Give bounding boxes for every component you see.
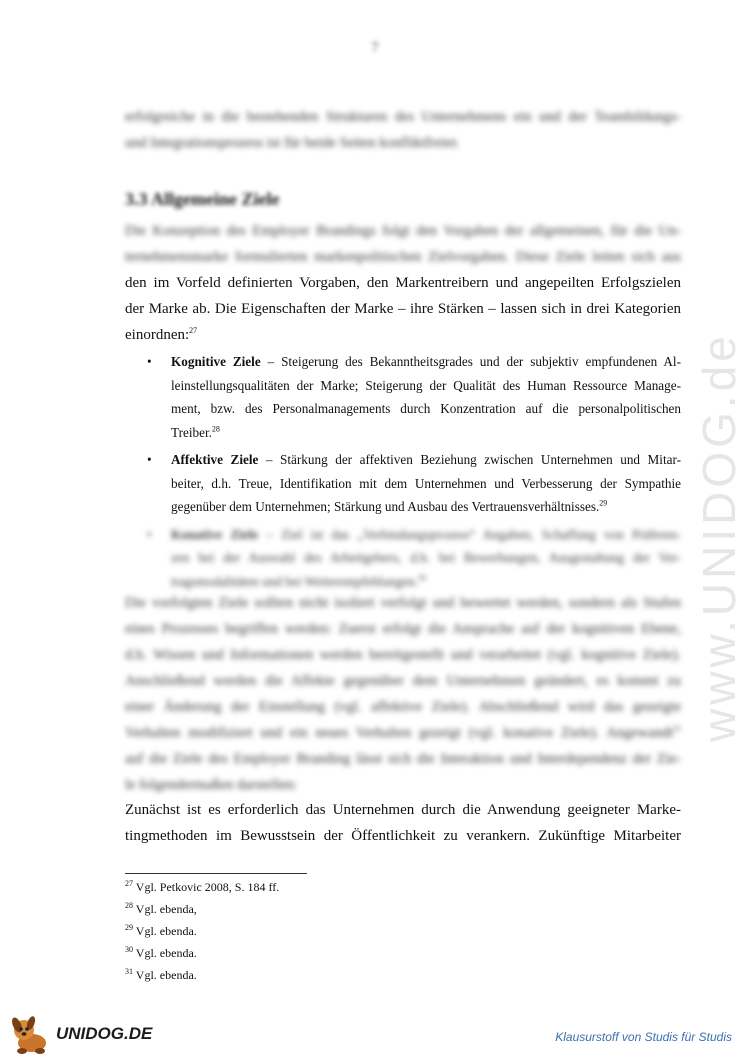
text-line: Zunächst ist es erforderlich das Unternehmen durch die Anwendung geeigneter Marke-	[125, 802, 681, 818]
paragraph-3	[125, 797, 681, 849]
footnote	[125, 902, 197, 917]
footnote-ref: 29	[599, 498, 608, 508]
text-fragment: einordnen:	[125, 327, 190, 343]
footnote	[125, 968, 197, 983]
paragraph-2-blurred	[125, 590, 681, 798]
text-line: und Integrationsprozess ist für beide Seiten konfliktfreier.	[125, 135, 460, 151]
footnote-number: 29	[125, 923, 133, 932]
text-fragment: – Stärkung der affektiven Beziehung zwischen Unternehmen und Mitar-	[265, 452, 681, 467]
footnote-text: Vgl. Petkovic 2008, S. 184 ff.	[135, 880, 280, 894]
text-line: le folgendermaßen darstellen:	[125, 777, 298, 793]
text-fragment: tragsmodalitäten und bei Weiterempfehlungen.	[171, 573, 418, 589]
footnote-number: 30	[125, 945, 133, 954]
text-line: ternehmensmarke formulierten markenpolitischen Zielvorgaben. Diese Ziele leiten sich aus	[125, 249, 681, 265]
dog-icon	[8, 1013, 54, 1055]
footnote-text: Vgl. ebenda.	[135, 946, 197, 960]
footnote-ref: 27	[189, 326, 198, 335]
section-heading: 3.3 Allgemeine Ziele	[125, 189, 280, 209]
footnote-text: Vgl. ebenda.	[135, 924, 197, 938]
footnote-number: 28	[125, 901, 133, 910]
unidog-logo[interactable]	[8, 1013, 152, 1055]
footnote-number: 31	[125, 967, 133, 976]
watermark: www.UNIDOG.de	[693, 332, 745, 742]
page-number: 7	[371, 40, 379, 56]
text-line: d.h. Wissen und Informationen werden bereitgestellt und verarbeitet (vgl. kognitive Ziele).	[125, 647, 681, 663]
text-fragment: Treiber.	[171, 424, 212, 440]
text-line: der Marke ab. Die Eigenschaften der Marke – ihre Stärken – lassen sich in drei Kategorien	[125, 301, 681, 317]
text-line: eines Prozesses begriffen werden: Zuerst erfolgt die Ansprache auf der kognitiven Ebene,	[125, 621, 681, 637]
bullet-icon: •	[147, 526, 152, 542]
logo-text: UNIDOG.DE	[56, 1024, 153, 1043]
paragraph-1-blurred	[125, 218, 681, 270]
term: Kognitive Ziele	[171, 354, 261, 369]
footnote-number: 27	[125, 879, 133, 888]
text-fragment: – Steigerung des Bekanntheitsgrades und der subjektiv empfundenen Al-	[267, 354, 681, 369]
footnote	[125, 924, 197, 939]
text-fragment: Verhalten modifiziert und ein neues Verhalten gezeigt (vgl. konative Ziele). Angewandt	[125, 725, 673, 741]
text-line: erfolgreiche in die bestehenden Strukturen des Unternehmens ein und der Teambildungs-	[125, 109, 681, 125]
paragraph-1	[125, 270, 681, 348]
footnote	[125, 880, 279, 895]
footer-tagline: Klausurstoff von Studis für Studis	[555, 1030, 732, 1044]
list-item	[125, 523, 681, 594]
term: Affektive Ziele	[171, 452, 259, 467]
list-item	[125, 448, 681, 519]
text-line: einer Änderung der Einstellung (vgl. affektive Ziele). Abschließend wird das gezeigte	[125, 699, 681, 715]
footnote-rule	[125, 873, 307, 874]
text-line: Die Konzeption des Employer Brandings folgt den Vorgaben der allgemeinen, für die Un-	[125, 223, 681, 239]
text-fragment: – Ziel ist das „Verbindungsprozess“ Angaben, Schaffung von Präferen-	[266, 526, 681, 542]
text-fragment: gegenüber dem Unternehmen; Stärkung und Ausbau des Vertrauensverhältnisses.	[171, 499, 600, 514]
footnote-text: Vgl. ebenda,	[135, 902, 197, 916]
text-line: tingmethoden im Bewusstsein der Öffentlichkeit zu verankern. Zukünftige Mitarbeiter	[125, 828, 681, 844]
text-line: zen bei der Auswahl des Arbeitgebers, d.h. bei Bewerbungen, Ausgestaltung der Ver-	[171, 550, 681, 565]
list-item	[125, 350, 681, 444]
text-line: ment, bzw. des Personalmanagements durch Konzentration auf die personalpolitischen	[171, 401, 681, 416]
footnote-ref: 31	[673, 724, 681, 734]
text-line: beiter, d.h. Treue, Identifikation mit dem Unternehmen und Verbesserung der Sympathie	[171, 475, 681, 491]
text-line: den im Vorfeld definierten Vorgaben, den Markentreibern und angepeilten Erfolgszielen	[125, 275, 681, 291]
intro-paragraph	[125, 104, 681, 156]
text-line: Anschließend werden die Affekte gegenüber dem Unternehmen geändert, es kommt zu	[125, 673, 681, 689]
bullet-icon: •	[147, 452, 152, 467]
text-line: leinstellungsqualitäten der Marke; Steigerung der Qualität des Human Ressource Manage-	[171, 377, 681, 393]
footnote-ref: 28	[211, 424, 220, 434]
text-line: Die vorfolgten Ziele sollten nicht isoliert verfolgt und bewertet werden, sondern als Stufen	[125, 595, 681, 611]
footnote	[125, 946, 197, 961]
text-line	[125, 322, 681, 348]
text-line: auf die Ziele des Employer Branding lässt sich die Interaktion und Interdependenz der Zie-	[125, 751, 681, 767]
footnote-ref: 30	[417, 573, 426, 583]
bullet-icon: •	[147, 354, 152, 369]
goal-list	[125, 350, 681, 597]
footnote-text: Vgl. ebenda.	[135, 968, 197, 982]
term: Konative Ziele	[171, 526, 259, 542]
